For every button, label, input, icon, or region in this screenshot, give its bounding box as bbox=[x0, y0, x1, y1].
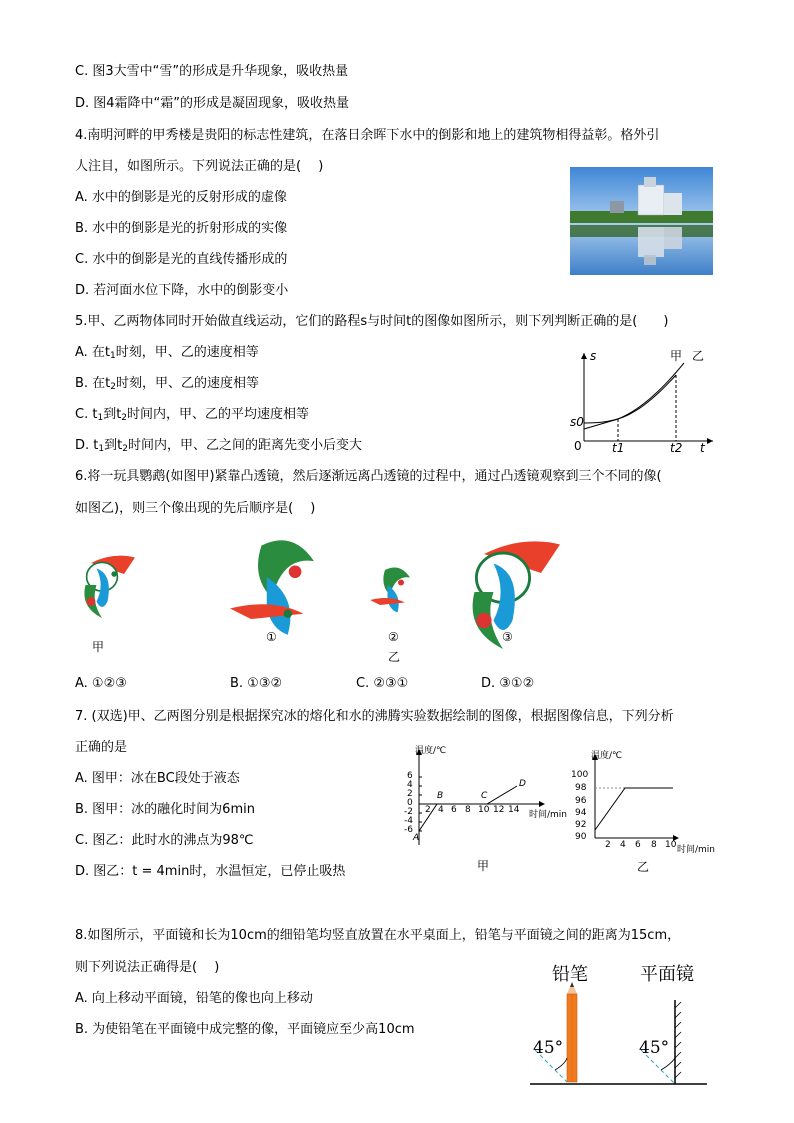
tick-label: 4 bbox=[620, 840, 626, 850]
figure-caption: 乙 bbox=[637, 860, 650, 874]
tick-label: 2 bbox=[605, 840, 611, 850]
option-a: A. 在$t_1$时刻，甲、乙的速度相等 bbox=[75, 345, 259, 361]
tick-label: 100 bbox=[571, 770, 589, 780]
option-d: D. ③①② bbox=[481, 676, 535, 691]
option-b: B. 为使铅笔在平面镜中成完整的像，平面镜应至少高10cm bbox=[75, 1022, 415, 1037]
option-d: D. $t_1$到$t_2$时间内，甲、乙之间的距离先变小后变大 bbox=[75, 438, 362, 454]
option-a: A. 图甲：冰在BC段处于液态 bbox=[75, 771, 240, 786]
tick-label: 10 bbox=[478, 805, 490, 815]
tick-label: 0 bbox=[407, 798, 413, 808]
origin-label: 0 bbox=[574, 439, 582, 453]
axis-label: 温度/℃ bbox=[415, 746, 447, 756]
tick-label: 6 bbox=[635, 840, 641, 850]
series-label: 乙 bbox=[692, 349, 705, 363]
tick-label: -6 bbox=[404, 825, 413, 835]
option-b: B. 水中的倒影是光的折射形成的实像 bbox=[75, 221, 288, 236]
question-4-stem: 人注目，如图所示。下列说法正确的是( ) bbox=[75, 159, 324, 174]
tick-label: 6 bbox=[407, 771, 413, 781]
option-c: C. 图乙：此时水的沸点为98℃ bbox=[75, 833, 254, 848]
point-label: A bbox=[413, 833, 420, 843]
tick-label: -2 bbox=[404, 807, 413, 817]
pencil-mirror-figure bbox=[525, 960, 715, 1090]
option-b: B. 在$t_2$时刻，甲、乙的速度相等 bbox=[75, 376, 260, 392]
axis-label: 温度/℃ bbox=[591, 751, 623, 761]
option-d: D. 若河面水位下降，水中的倒影变小 bbox=[75, 283, 289, 298]
tick-label: 98 bbox=[575, 783, 587, 793]
point-label: C bbox=[481, 791, 488, 801]
angle-label: 45° bbox=[639, 1038, 670, 1058]
option-a: A. 向上移动平面镜，铅笔的像也向上移动 bbox=[75, 991, 313, 1006]
figure-label-2: ② bbox=[388, 630, 399, 644]
point-label: B bbox=[437, 791, 444, 801]
question-8-stem: 则下列说法正确得是( ) bbox=[75, 960, 220, 975]
tick-label: 12 bbox=[493, 805, 505, 815]
question-8-stem: 8.如图所示，平面镜和长为10cm的细铅笔均竖直放置在水平桌面上，铅笔与平面镜之间的距离为15cm， bbox=[75, 928, 681, 943]
tick-label: t1 bbox=[612, 441, 625, 455]
figure-label-3: ③ bbox=[502, 630, 513, 644]
tick-label: 92 bbox=[575, 820, 587, 830]
question-6-stem: 如图乙)，则三个像出现的先后顺序是( ) bbox=[75, 501, 316, 516]
tick-label: 96 bbox=[575, 796, 587, 806]
tick-label: -4 bbox=[404, 816, 413, 826]
option-a: A. 水中的倒影是光的反射形成的虚像 bbox=[75, 190, 287, 205]
figure-label-1: ① bbox=[266, 630, 277, 644]
tick-label: t2 bbox=[670, 441, 683, 455]
series-label: 甲 bbox=[670, 349, 683, 363]
tick-label: 6 bbox=[451, 805, 457, 815]
option-d: D. 图乙：t = 4min时，水温恒定，已停止吸热 bbox=[75, 864, 346, 879]
ice-melting-graph bbox=[395, 745, 575, 875]
option-c: C. 水中的倒影是光的直线传播形成的 bbox=[75, 252, 288, 267]
point-label: D bbox=[519, 779, 526, 789]
figure-caption: 甲 bbox=[477, 859, 490, 873]
tick-label: 2 bbox=[407, 789, 413, 799]
axis-label: s0 bbox=[570, 415, 584, 429]
option-b: B. 图甲：冰的融化时间为6min bbox=[75, 802, 255, 817]
tick-label: 4 bbox=[438, 805, 444, 815]
axis-label: s bbox=[590, 349, 597, 363]
tick-label: 2 bbox=[425, 805, 431, 815]
option-c: C. ②③① bbox=[356, 676, 409, 691]
text-line: D. 图4霜降中“霜”的形成是凝固现象，吸收热量 bbox=[75, 96, 350, 111]
figure-label-jia: 甲 bbox=[92, 640, 105, 654]
question-7-stem: 7. (双选)甲、乙两图分别是根据探究冰的熔化和水的沸腾实验数据绘制的图像，根据图像信息，下列分析 bbox=[75, 709, 674, 724]
angle-label: 45° bbox=[533, 1038, 564, 1058]
tick-label: 14 bbox=[508, 805, 520, 815]
axis-label: 时间/min bbox=[677, 845, 716, 855]
tick-label: 90 bbox=[575, 832, 587, 842]
parrot-images-figure bbox=[70, 530, 560, 670]
axis-label: t bbox=[700, 441, 705, 455]
tick-label: 8 bbox=[651, 840, 657, 850]
tick-label: 4 bbox=[407, 780, 413, 790]
question-4-stem: 4.南明河畔的甲秀楼是贵阳的标志性建筑，在落日余晖下水中的倒影和地上的建筑物相得益彰。格外引 bbox=[75, 128, 660, 143]
tick-label: 10 bbox=[665, 840, 677, 850]
option-a: A. ①②③ bbox=[75, 676, 127, 691]
axis-label: 时间/min bbox=[529, 810, 568, 820]
question-5-stem: 5.甲、乙两物体同时开始做直线运动，它们的路程s与时间t的图像如图所示，则下列判断正确的是( ) bbox=[75, 314, 669, 329]
tick-label: 8 bbox=[465, 805, 471, 815]
option-b: B. ①③② bbox=[230, 676, 283, 691]
tick-label: 94 bbox=[575, 808, 587, 818]
question-7-stem: 正确的是 bbox=[75, 740, 128, 755]
option-c: C. $t_1$到$t_2$时间内，甲、乙的平均速度相等 bbox=[75, 407, 310, 423]
text-line: C. 图3大雪中“雪”的形成是升华现象，吸收热量 bbox=[75, 64, 349, 79]
pencil-label: 铅笔 bbox=[552, 964, 588, 985]
question-6-stem: 6.将一玩具鹦鹉(如图甲)紧靠凸透镜，然后逐渐远离凸透镜的过程中，通过凸透镜观察到三个不同的像( bbox=[75, 469, 662, 484]
distance-time-graph bbox=[568, 345, 718, 457]
mirror-label: 平面镜 bbox=[640, 964, 694, 985]
water-boiling-graph bbox=[565, 750, 725, 875]
river-reflection-photo bbox=[570, 167, 713, 275]
figure-label-yi: 乙 bbox=[388, 650, 401, 664]
